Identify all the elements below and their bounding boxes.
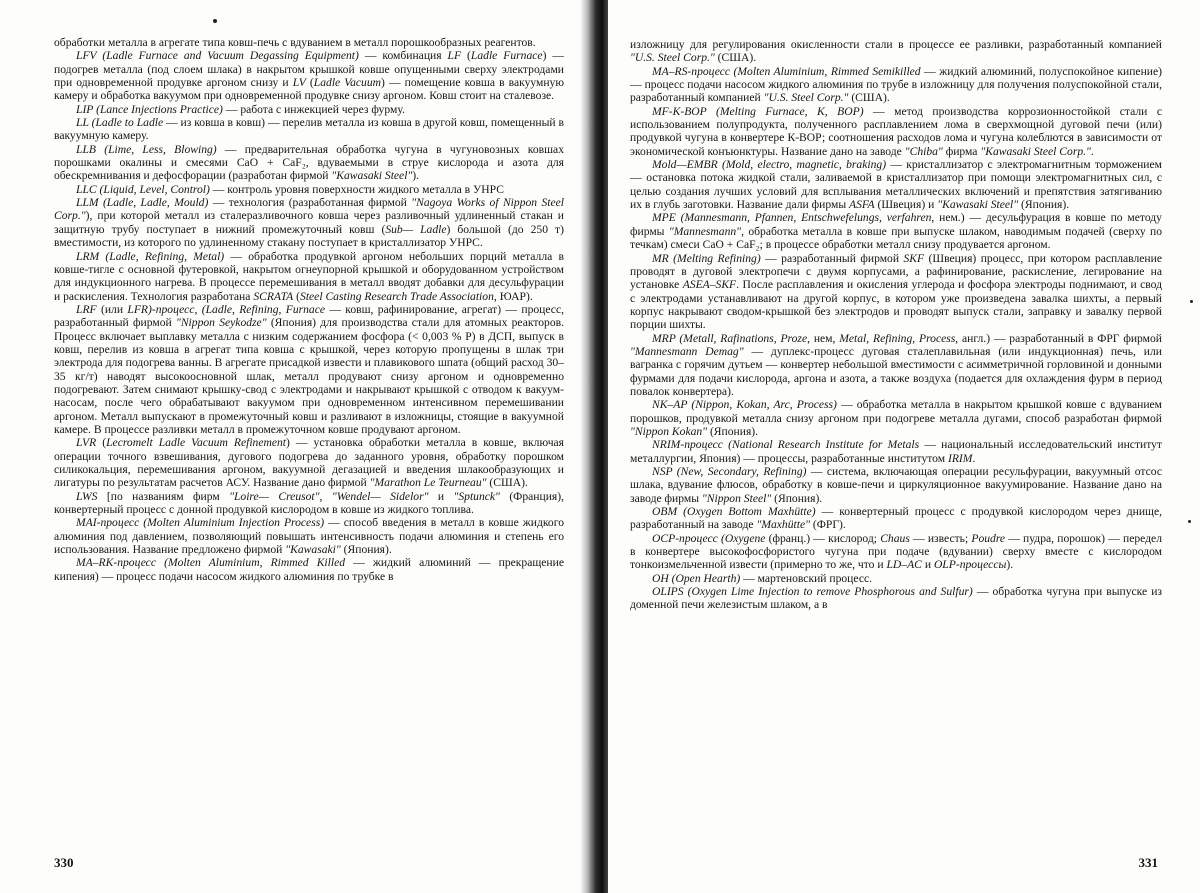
entry-lrm: LRM (Ladle, Refining, Metal) — обработка продувкой аргоном небольших порций металла в ковше-тигле с основной футеровкой, накрытом огнеупорной крышкой и оборудованном устройством для индукционного нагрева. В процессе перемешивания в металл вводят добавки для десульфурации и раскисления. Технология разработана SCRATA (Steel Casting Research Trade Association, ЮАР). bbox=[54, 249, 564, 303]
entry-lrf: LRF (или LFR)-процесс, (Ladle, Refining, Furnace — ковш, рафинирование, агрегат) — процесс, разработанный фирмой "Nippon Seykodze" (Япония) для производства стали для атомных реакторов. Процесс включает выплавку металла с низким содержанием фосфора (< 0,003 % Р) в ДСП, выпуск в ковш, перелив из ковша в агрегат типа ковша с крышкой, через которую пропущены в шлак три электрода для подогрева ванны. В агрегате присадкой извести и плавикового шпата (общий расход 30–35 кг/т) наводят высокоосновной шлак, металл продувают снизу аргоном и одновременно подогревают. Затем снимают крышку-свод с электродами и накрывают крышкой с отводом к вакуум-насосам, после чего обрабатывают вакуумом при одновременном интенсивном перемешивании аргоном. Металл выпускают в промежуточный ковш и разливают в изложницы, стоящие в вакуумной камере. В процессе разливки металл в промежуточном ковше продувают аргоном. bbox=[54, 302, 565, 436]
left-page-text bbox=[54, 36, 564, 583]
entry-mr: MR (Melting Refining) — разработанный фирмой SKF (Швеция) процесс, при котором расплавление проводят в дуговой электропечи с двумя корпусами, а рафинирование, раскисление, легирование на установке ASEA–SKF. После расплавления и окисления углерода и фосфора электроды поднимают, и свод с электродами устанавливают на другой корпус, в котором уже произведена завалка шихты, а первый корпус накрывают сводом-крышкой без электродов и проводят выпуск стали, заправку и завалку первой порции шихты. bbox=[630, 251, 1162, 332]
scan-speck bbox=[1190, 300, 1193, 303]
entry-olips: OLIPS (Oxygen Lime Injection to remove Phosphorous and Sulfur) — обработка чугуна при выпуске из доменной печи железистым шлаком, а в bbox=[630, 585, 1162, 612]
entry-llm: LLM (Ladle, Ladle, Mould) — технология (разработанная фирмой "Nagoya Works of Nippon Steel Corp."), при которой металл из сталеразливочного ковша через разливочный удлиненный стакан и защитную трубу поступает в нижний промежуточный ковш (Sub— Ladle) большой (до 250 т) вместимости, из которого по удлиненному стакану поступает в кристаллизатор УНРС. bbox=[54, 196, 565, 250]
scan-speck bbox=[1188, 520, 1191, 523]
entry-nsp: NSP (New, Secondary, Refining) — система, включающая операции ресульфурации, вакуумный отсос шлака, вдувание флюсов, обработку в ковше-печи и циркуляционное вакуумирование. Название дано на заводе фирмы "Nippon Steel" (Япония). bbox=[630, 465, 1163, 505]
right-page-text bbox=[630, 38, 1162, 612]
entry-lvr: LVR (Lecromelt Ladle Vacuum Refinement) — установка обработки металла в ковше, включая операции точного взвешивания, дугового подогрева до заданного уровня, обработку порошком силикокальция, перемешивания аргоном, вакуумной дегазацией и введения шлакообразующих и лигатуры по результатам расчетов АСУ. Название дано фирмой "Marathon Le Teurneau" (США). bbox=[54, 436, 564, 490]
entry-mrp: MRP (Metall, Rafinations, Proze, нем, Metal, Refining, Process, англ.) — разработанный в ФРГ фирмой "Mannesmann Demag" — дуплекс-процесс дуговая сталеплавильная (или индукционная) печь, или вагранка с горячим дутьем — конвертер небольшой вместимости с асимметричной горловиной и донными фурмами для подачи кислорода, аргона и азота, а также воздуха (подается для охлаждения фурм в период повалок конвертера). bbox=[630, 331, 1163, 398]
entry-mpe: MPE (Mannesmann, Pfannen, Entschwefelungs, verfahren, нем.) — десульфурация в ковше по методу фирмы "Mannesmann", обработка металла в ковше при выпуске шлаком, наводимым подачей (сверху по течкам) смеси CaO + CaF₂; в процессе обработки металл снизу продувается аргоном. bbox=[630, 211, 1162, 252]
left-page bbox=[0, 0, 590, 893]
entry-oh: OH (Open Hearth) — мартеновский процесс. bbox=[652, 571, 873, 585]
entry-mai: MAI-процесс (Molten Aluminium Injection Process) — способ введения в металл в ковше жидкого алюминия под давлением, позволяющий повышать интенсивность подачи алюминия и степень его использования. Название предложено фирмой "Kawasaki" (Япония). bbox=[54, 516, 564, 557]
right-paragraph: изложницу для регулирования окисленности стали в процессе ее разливки, разработанный компанией "U.S. Steel Corp." (США). bbox=[630, 38, 1162, 65]
entry-lip: LIP (Lance Injections Practice) — работа с инжекцией через фурму. bbox=[76, 102, 405, 116]
page-number-left: 330 bbox=[54, 855, 74, 870]
entry-mold-embr: Mold—EMBR (Mold, electro, magnetic, braking) — кристаллизатор с электромагнитным торможением — остановка потока жидкой стали, заливаемой в кристаллизатор при помощи электромагнитных сил, с целью создания лучших условий для всплывания металлических включений и препятствия затягиванию их в глубь заготовки. Название дали фирмы ASFA (Швеция) и "Kawasaki Steel" (Япония). bbox=[630, 158, 1162, 212]
right-page bbox=[608, 0, 1200, 893]
entry-llb: LLB (Lime, Less, Blowing) — предварительная обработка чугуна в чугуновозных ковшах порошками окалины и смесями CaO + CaF₂, вдуваемыми в струе кислорода и азота для обескремнивания и дефосфорации (разработан фирмой "Kawasaki Steel"). bbox=[54, 142, 564, 183]
entry-mf-k-bop: MF-K-BOP (Melting Furnace, K, BOP) — метод производства коррозионностойкой стали с использованием полупродукта, полученного расплавлением лома в сверхмощной дуговой печи (или) продувкой чугуна в конвертере К-ВОР; соотношения расходов лома и чугуна колеблются в зависимости от экономической конъюнктуры. Название дано на заводе "Chiba" фирма "Kawasaki Steel Corp.". bbox=[630, 104, 1162, 158]
entry-nrim: NRIM-процесс (National Research Institute for Metals — национальный исследовательский институт металлургии, Япония) — процессы, разработанные институтом IRIM. bbox=[630, 438, 1162, 465]
entry-ocp: OCP-процесс (Oxygene (франц.) — кислород; Chaus — известь; Poudre — пудра, порошок) — передел в конвертере высокофосфористого чугуна при подаче (вдувании) сверху вместе с кислородом тонкоизмельченной извести (примерно то же, что и LD–AC и OLP-процессы). bbox=[630, 531, 1162, 572]
entry-ma-rs: MA–RS-процесс (Molten Aluminium, Rimmed Semikilled — жидкий алюминий, полуспокойное кипение) — процесс подачи насосом жидкого алюминия по трубе в изложницу для получения полуспокойной стали, разработанный компанией "U.S. Steel Corp." (США). bbox=[630, 64, 1162, 105]
entry-lws: LWS [по названиям фирм "Loire— Creusot", "Wendel— Sidelor" и "Sptunck" (Франция), конвертерный процесс с донной продувкой кислородом в ковше из жидкого топлива. bbox=[54, 489, 564, 517]
entry-ll: LL (Ladle to Ladle — из ковша в ковш) — перелив металла из ковша в другой ковш, помещенный в вакуумную камеру. bbox=[54, 116, 564, 143]
scan-speck bbox=[213, 19, 217, 23]
entry-nk-ap: NK–AP (Nippon, Kokan, Arc, Process) — обработка металла в накрытом крышкой ковше с вдуванием порошков, продувкой металла снизу аргоном при подогреве металла дугами, способ разработан фирмой "Nippon Kokan" (Япония). bbox=[630, 398, 1163, 438]
entry-obm: OBM (Oxygen Bottom Maxhütte) — конвертерный процесс с продувкой кислородом через днище, разработанный на заводе "Maxhütte" (ФРГ). bbox=[630, 505, 1162, 532]
entry-lfv: LFV (Ladle Furnace and Vacuum Degassing Equipment) — комбинация LF (Ladle Furnace) — подогрев металла (под слоем шлака) в накрытом крышкой ковше опущенными сверху электродами при одновременной продувке аргоном снизу и LV (Ladle Vacuum) — помещение ковша в вакуумную камеру и обработка вакуумом при одновременной продувке снизу аргоном. Ковш стоит на сталевозе. bbox=[54, 49, 565, 103]
page-number-right: 331 bbox=[1138, 855, 1158, 870]
entry-ma-rk: MA–RK-процесс (Molten Aluminium, Rimmed Killed — жидкий алюминий — прекращение кипения) — процесс подачи насосом жидкого алюминия по трубке в bbox=[54, 556, 564, 583]
left-paragraph: обработки металла в агрегате типа ковш-печь с вдуванием в металл порошкообразных реагентов. bbox=[54, 36, 536, 49]
entry-llc: LLC (Liquid, Level, Control) — контроль уровня поверхности жидкого металла в УНРС bbox=[76, 182, 504, 196]
